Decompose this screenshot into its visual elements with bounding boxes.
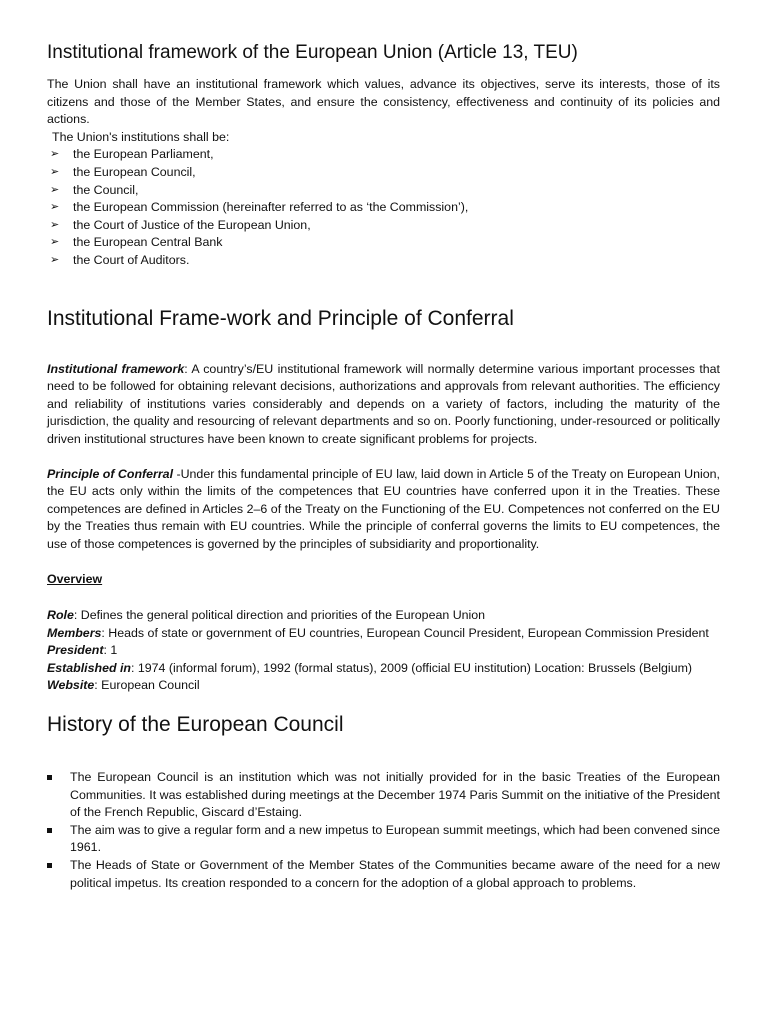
document-content [47,40,720,892]
list-item: ➢ the European Parliament, [47,146,720,164]
term-label: Institutional framework [47,361,185,376]
arrow-bullet-icon: ➢ [50,236,60,249]
overview-website: Website: European Council [47,678,200,693]
square-bullet-icon [47,828,52,833]
list-item: ➢ the Court of Auditors. [47,252,720,270]
institutions-list [47,146,720,269]
overview-president: President: 1 [47,643,118,658]
list-item: The aim was to give a regular form and a new impetus to European summit meetings, which had been convened since 1961. [47,822,720,857]
section-title-institutional-framework: Institutional framework of the European Union (Article 13, TEU) [47,42,578,63]
overview-established: Established in: 1974 (informal forum), 1992 (formal status), 2009 (official EU institution) Location: Brussels (Belgium) [47,660,693,675]
overview-role: Role: Defines the general political direction and priorities of the European Union [47,608,486,623]
arrow-bullet-icon: ➢ [50,183,60,196]
square-bullet-icon [47,863,52,868]
square-bullet-icon [47,775,52,780]
section1-paragraph: The Union shall have an institutional framework which values, advance its objectives, serve its interests, those of its citizens and those of the Member States, and ensure the consistency, effectiveness and continuity of its policies and actions. [47,77,720,127]
term-label: Principle of Conferral [47,466,174,481]
arrow-bullet-icon: ➢ [50,218,60,231]
list-item: ➢ the European Council, [47,164,720,182]
list-item: ➢ the Council, [47,182,720,200]
institutional-framework-paragraph: Institutional framework: A country’s/EU institutional framework will normally determine various important processes that need to be followed for obtaining relevant decisions, authorizations and approvals from relevant authorities. The efficiency and reliability of institutions varies considerably and depends on a variety of factors, including the maturity of the jurisdiction, the quality and resourcing of relevant departments and so on. Poorly functioning, under-resourced or politically driven institutional structures have been known to create significant problems for projects. [47,361,720,446]
history-list [47,769,720,892]
list-item: ➢ the European Commission (hereinafter referred to as ‘the Commission’), [47,199,720,217]
overview-members: Members: Heads of state or government of EU countries, European Council President, European Commission President [47,625,709,640]
arrow-bullet-icon: ➢ [50,165,60,178]
institutions-intro: The Union's institutions shall be: [52,129,230,144]
section-title-history: History of the European Council [47,713,344,737]
arrow-bullet-icon: ➢ [50,201,60,214]
list-item: ➢ the Court of Justice of the European Union, [47,217,720,235]
arrow-bullet-icon: ➢ [50,253,60,266]
section-title-principle-of-conferral: Institutional Frame-work and Principle of Conferral [47,306,514,330]
arrow-bullet-icon: ➢ [50,148,60,161]
list-item: ➢ the European Central Bank [47,234,720,252]
overview-heading: Overview [47,572,103,587]
list-item: The Heads of State or Government of the Member States of the Communities became aware of the need for a new political impetus. Its creation responded to a concern for the adoption of a global approach to problems. [47,857,720,892]
principle-of-conferral-paragraph: Principle of Conferral -Under this fundamental principle of EU law, laid down in Article 5 of the Treaty on European Union, the EU acts only within the limits of the competences that EU countries have conferred upon it in the Treaties. These competences are defined in Articles 2–6 of the Treaty on the Functioning of the EU. Competences not conferred on the EU by the Treaties thus remain with EU countries. While the principle of conferral governs the limits to EU competences, the use of those competences is governed by the principles of subsidiarity and proportionality. [47,466,720,551]
list-item: The European Council is an institution which was not initially provided for in the basic Treaties of the European Communities. It was established during meetings at the December 1974 Paris Summit on the initiative of the President of the French Republic, Giscard d’Estaing. [47,769,720,822]
